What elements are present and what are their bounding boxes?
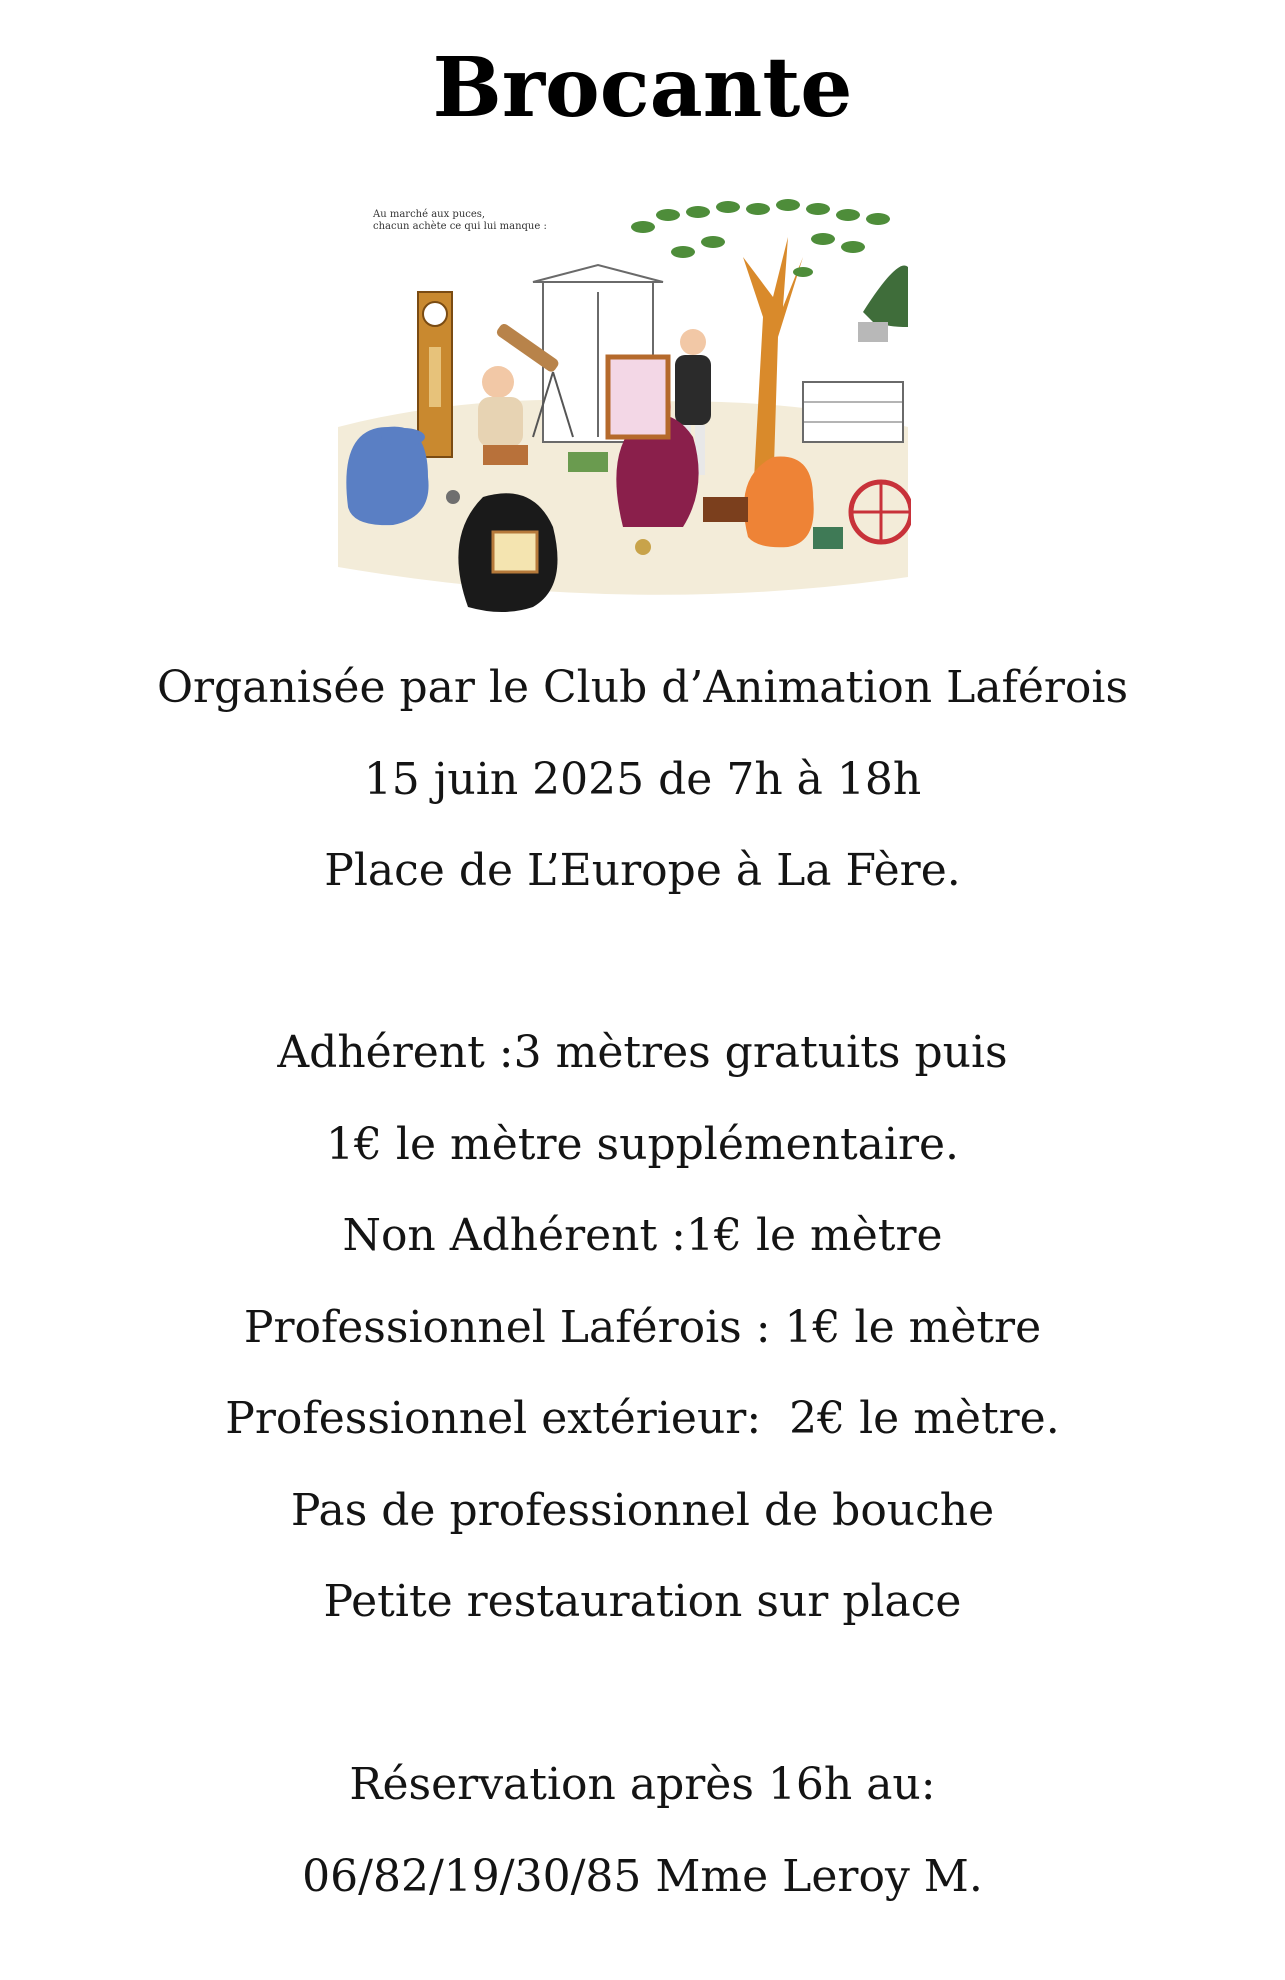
poster-title: Brocante [432,40,853,136]
pricing-line-member-extra: 1€ le mètre supplémentaire. [325,1119,960,1170]
date-line: 15 juin 2025 de 7h à 18h [363,754,922,805]
organizer-line: Organisée par le Club d’Animation Laférois [156,662,1129,713]
caption-line-2: chacun achète ce qui lui manque : [373,221,547,232]
reservation-line: Réservation après 16h au: [349,1759,936,1810]
pricing-line-non-member: Non Adhérent :1€ le mètre [342,1210,943,1261]
pricing-line-outside-pro: Professionnel extérieur: 2€ le mètre. [225,1393,1060,1444]
flea-market-illustration [333,197,911,617]
phone-contact-line: 06/82/19/30/85 Mme Leroy M. [302,1851,983,1902]
illustration-caption [373,209,547,233]
pricing-line-member: Adhérent :3 mètres gratuits puis [277,1027,1008,1078]
location-line: Place de L’Europe à La Fère. [324,845,961,896]
caption-line-1: Au marché aux puces, [373,209,486,220]
no-food-pro-line: Pas de professionnel de bouche [290,1485,995,1536]
catering-line: Petite restauration sur place [323,1576,962,1627]
pricing-line-local-pro: Professionnel Laférois : 1€ le mètre [243,1302,1042,1353]
